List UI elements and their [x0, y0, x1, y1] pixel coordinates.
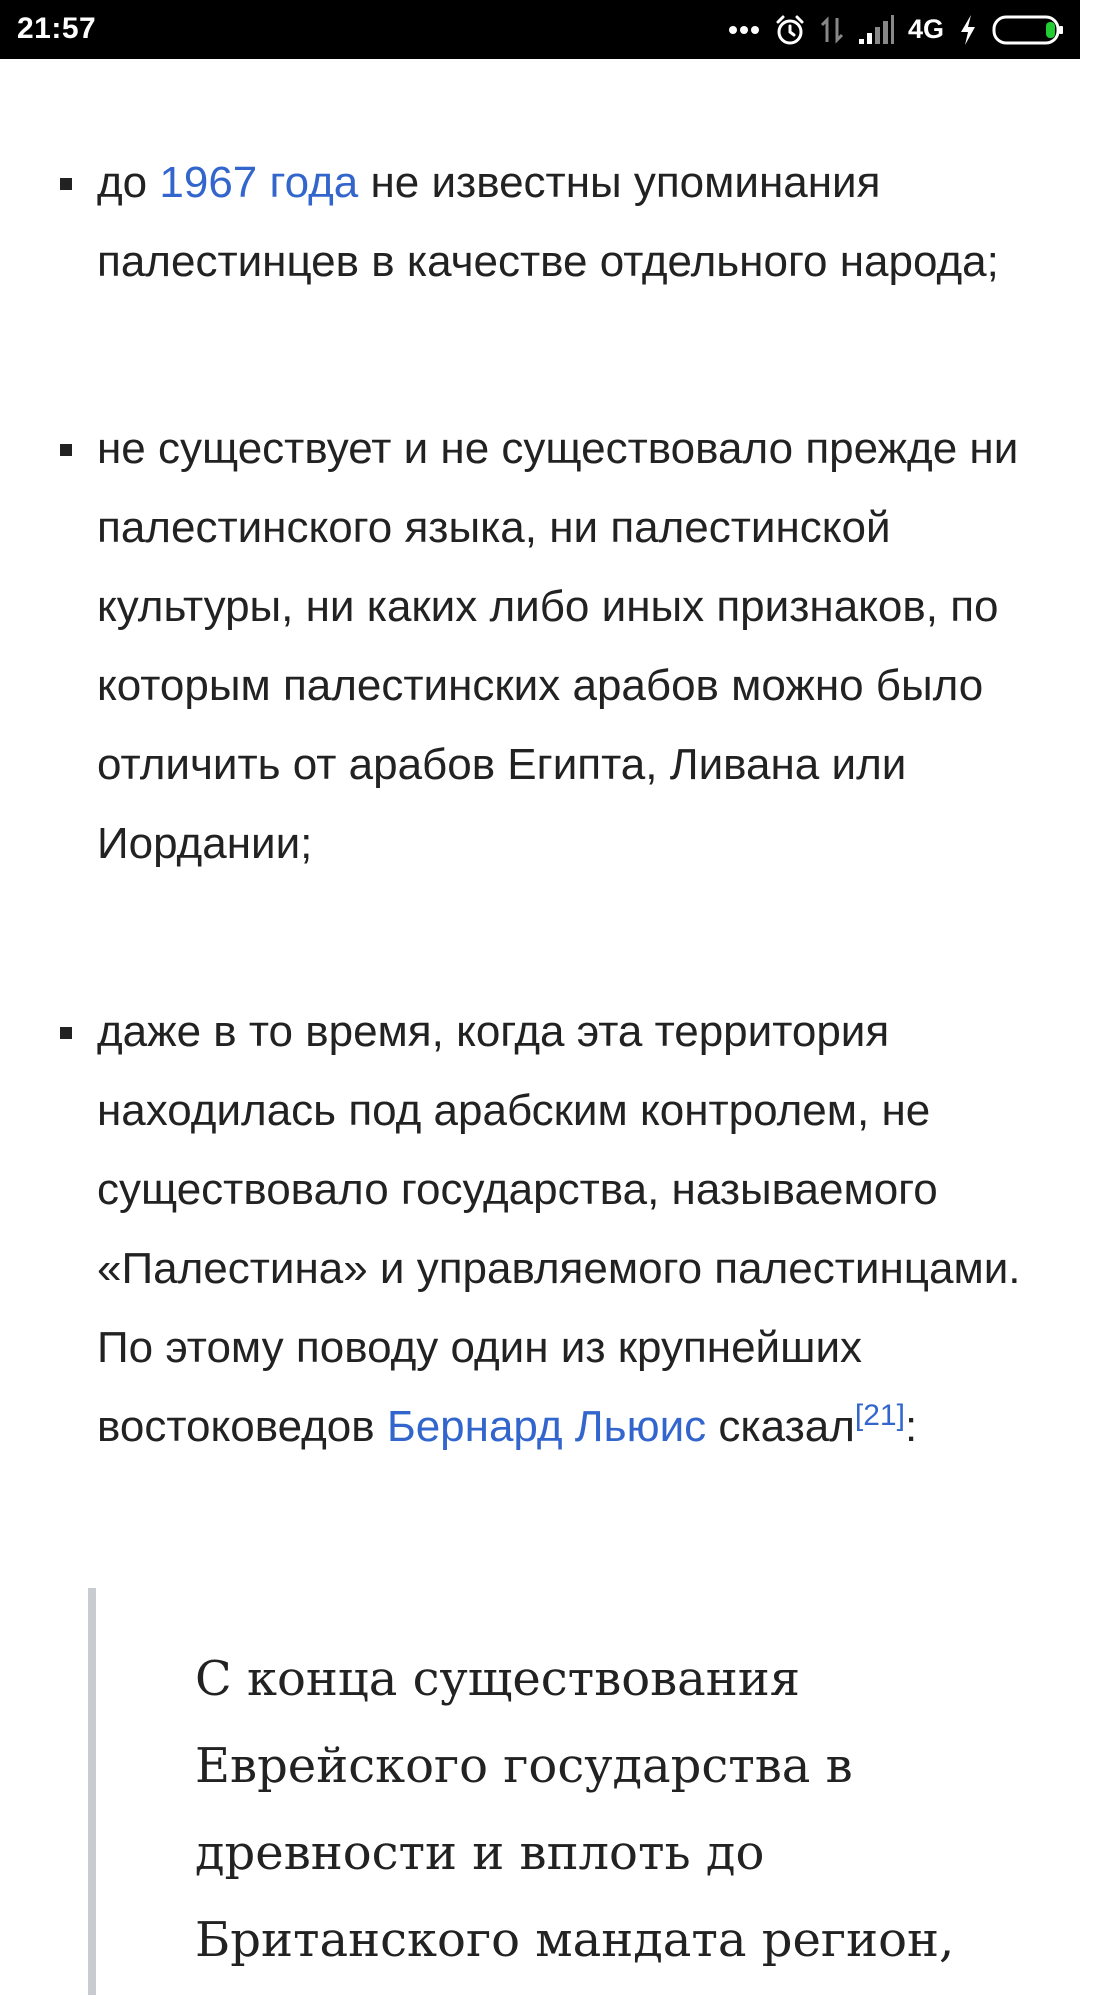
reference-21-link[interactable]: [21]	[854, 1399, 905, 1432]
signal-icon	[858, 15, 894, 45]
bullet-text	[97, 143, 1047, 301]
alarm-icon	[774, 14, 806, 46]
bullet-text-segment: сказал	[706, 1402, 855, 1451]
bullet-marker	[60, 1027, 72, 1039]
year-1967-link[interactable]: 1967 года	[159, 158, 359, 207]
bernard-lewis-link[interactable]: Бернард Льюис	[386, 1402, 707, 1451]
bullet-marker	[60, 178, 72, 190]
status-bar	[0, 0, 1080, 59]
bullet-text-segment: :	[904, 1402, 918, 1451]
more-dots-icon	[728, 25, 760, 35]
bullet-text-segment: до	[97, 158, 160, 207]
article-content	[0, 59, 1080, 1968]
charging-icon	[958, 14, 978, 46]
bullet-text: не существует и не существовало прежде ни палестинского языка, ни палестинской культуры, ни каких либо иных признаков, по которым палестинских арабов можно было отличить от арабов Египта, Ливана или Иордании;	[97, 424, 1019, 868]
bullet-text-segment: даже в то время, когда эта территория находилась под арабским контролем, не существовало государства, называемого «Палестина» и управляемого палестинцами. По этому поводу один из крупнейших востоковедов	[97, 1007, 1021, 1451]
quote-block	[88, 1588, 1120, 1995]
status-icons	[728, 0, 1064, 59]
bullet-marker	[60, 444, 72, 456]
bullet-text-segment: не известны упоминания палестинцев в качестве отдельного народа;	[97, 158, 999, 286]
data-arrows-icon	[820, 14, 844, 46]
bullet-text	[97, 992, 1047, 1466]
network-type-label: 4G	[907, 14, 944, 44]
quote-text: С конца существования Еврейского государства в древности и вплоть до Британского мандата регион,	[195, 1651, 955, 1968]
battery-icon	[992, 14, 1064, 46]
status-time: 21:57	[17, 12, 97, 45]
